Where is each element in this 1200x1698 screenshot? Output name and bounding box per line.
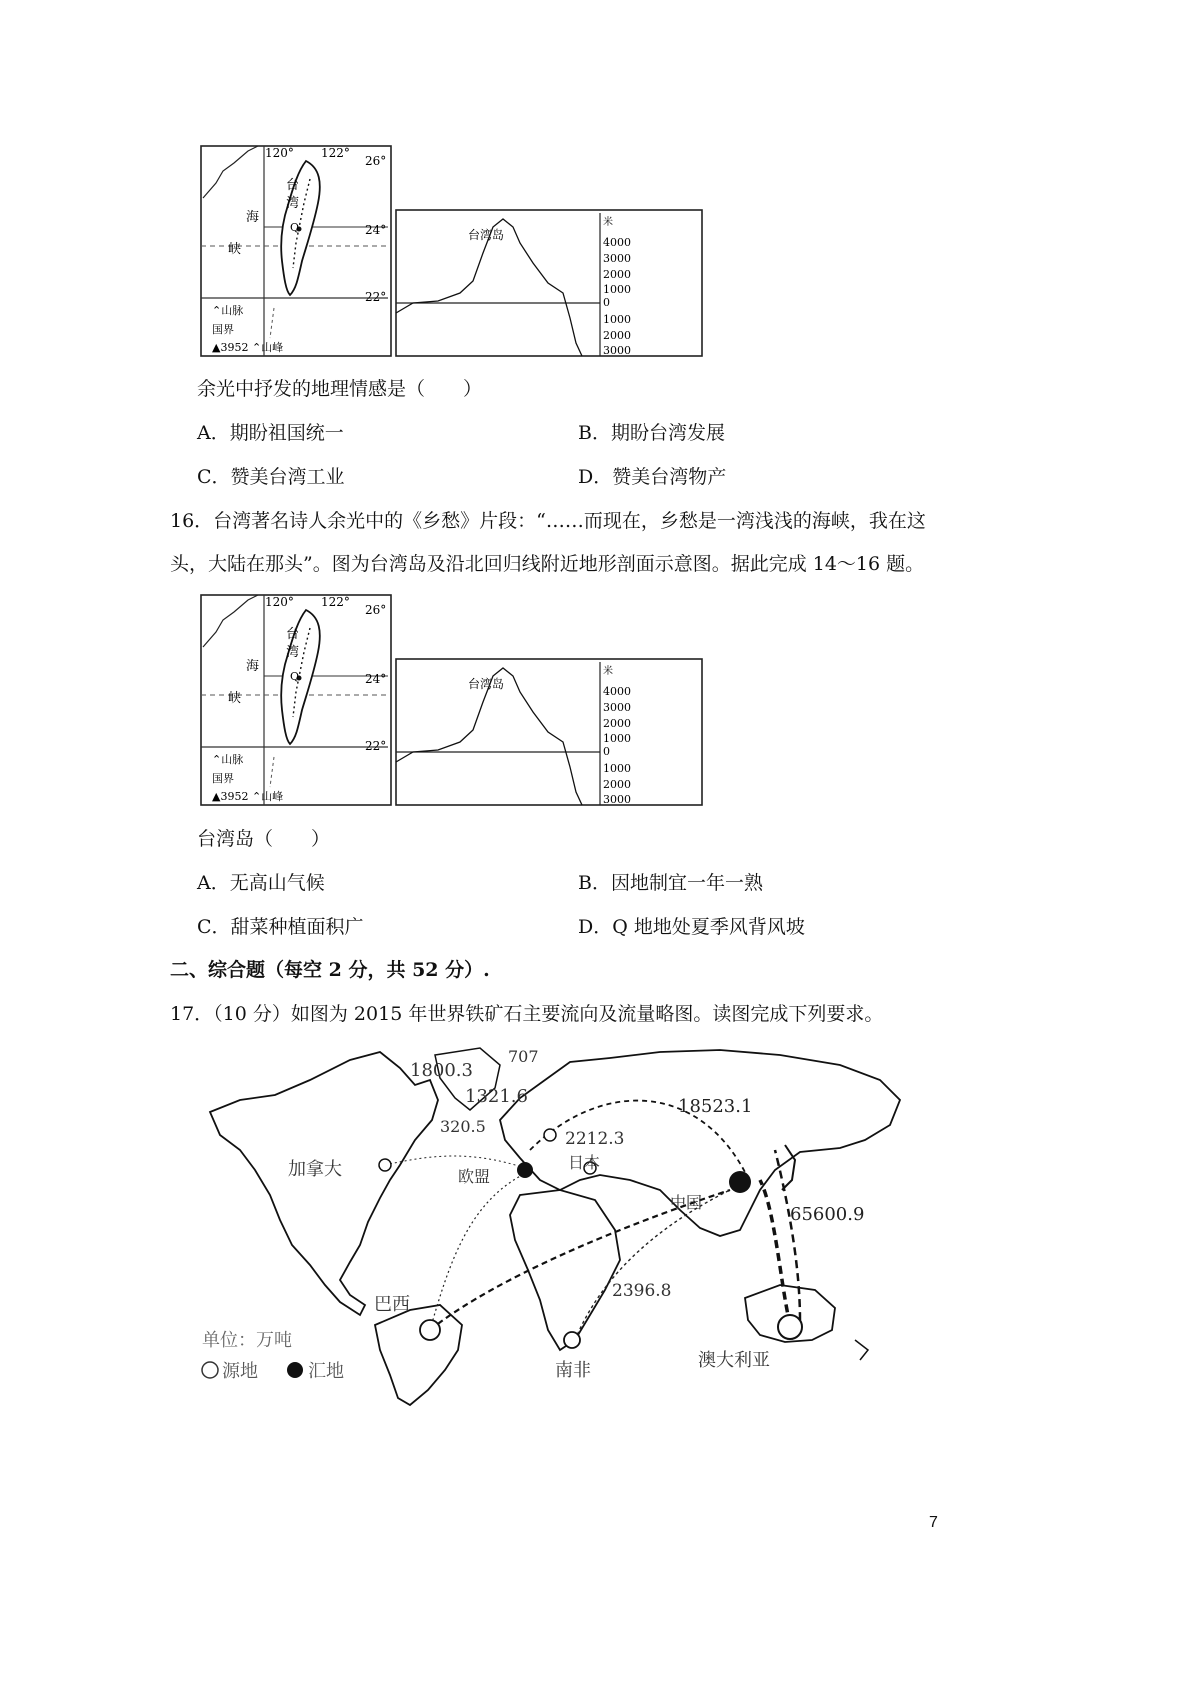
strait-char-2: 湾 <box>286 196 300 211</box>
strait-char-1: 台 <box>286 178 300 193</box>
tick-3000-2: 3000 <box>603 701 631 714</box>
tick-neg-1000-2: 1000 <box>603 762 631 775</box>
place-japan: 日本 <box>568 1153 601 1172</box>
place-southafrica: 南非 <box>555 1360 591 1381</box>
q15-option-d[interactable]: D．赞美台湾物产 <box>578 466 727 488</box>
flow-value-2212-3: 2212.3 <box>565 1129 625 1149</box>
place-australia: 澳大利亚 <box>698 1350 770 1371</box>
legend-sink-icon <box>287 1362 303 1378</box>
strait-char-1-2: 台 <box>286 627 300 642</box>
tick-0: 0 <box>603 296 610 309</box>
profile-title-2: 台湾岛 <box>468 677 505 691</box>
flow-value-320-5: 320.5 <box>440 1117 486 1136</box>
tick-2000: 2000 <box>603 268 631 281</box>
profile-unit: 米 <box>603 217 613 228</box>
iron-ore-flow-map <box>200 1040 920 1414</box>
profile-title: 台湾岛 <box>468 228 505 242</box>
flow-value-65600-9: 65600.9 <box>790 1204 865 1225</box>
legend-unit: 单位：万吨 <box>202 1330 292 1351</box>
place-china: 中国 <box>670 1193 703 1212</box>
node-brazil-source <box>420 1320 440 1340</box>
lon-122-label-2: 122° <box>321 595 350 609</box>
lat-26-label: 26° <box>365 154 387 168</box>
flow-line-canada-eu <box>385 1156 525 1168</box>
legend-border: 国界 <box>212 323 234 336</box>
strait-char-4: 峡 <box>228 242 242 257</box>
tick-neg-3000: 3000 <box>603 344 631 357</box>
tick-neg-2000-2: 2000 <box>603 778 631 791</box>
lat-22-label: 22° <box>365 290 387 304</box>
node-china-sink <box>729 1171 751 1193</box>
strait-char-4-2: 峡 <box>228 691 242 706</box>
tick-3000: 3000 <box>603 252 631 265</box>
q16-stem: 台湾岛（ ） <box>197 828 331 850</box>
section2-title: 二、综合题（每空 2 分，共 52 分）. <box>170 959 490 981</box>
lat-26-label-2: 26° <box>365 603 387 617</box>
q16-option-a[interactable]: A．无高山气候 <box>197 872 325 894</box>
lon-122-label: 122° <box>321 146 350 160</box>
new-zealand-shape <box>855 1340 868 1360</box>
strait-char-3-2: 海 <box>246 659 260 674</box>
q15-option-b[interactable]: B．期盼台湾发展 <box>578 422 725 444</box>
flow-value-1321-6: 1321.6 <box>465 1086 528 1107</box>
q16-intro-line1: 16．台湾著名诗人余光中的《乡愁》片段：“……而现在，乡愁是一湾浅浅的海峡，我在这 <box>170 510 926 532</box>
lat-24-label-2: 24° <box>365 672 387 686</box>
lon-120-label: 120° <box>265 146 294 160</box>
strait-char-2-2: 湾 <box>286 645 300 660</box>
tick-neg-1000: 1000 <box>603 313 631 326</box>
q16-intro-line2: 头，大陆在那头”。图为台湾岛及沿北回归线附近地形剖面示意图。据此完成 14～16 题。 <box>170 553 925 575</box>
legend-peak-2: ▲3952 ⌃山峰 <box>212 790 284 803</box>
legend-source-label: 源地 <box>222 1361 258 1382</box>
legend-border-2: 国界 <box>212 772 234 785</box>
node-eu-sink <box>517 1162 533 1178</box>
legend-peak: ▲3952 ⌃山峰 <box>212 341 284 354</box>
tick-4000-2: 4000 <box>603 685 631 698</box>
flow-value-18523-1: 18523.1 <box>678 1096 753 1117</box>
page-number: 7 <box>929 1514 938 1531</box>
node-europe-source <box>544 1129 556 1141</box>
lon-120-label-2: 120° <box>265 595 294 609</box>
q15-stem: 余光中抒发的地理情感是（ ） <box>197 378 483 400</box>
node-southafrica-source <box>564 1332 580 1348</box>
tick-1000-2: 1000 <box>603 732 631 745</box>
flow-value-707: 707 <box>508 1047 539 1066</box>
tick-1000: 1000 <box>603 283 631 296</box>
legend-source-icon <box>202 1362 218 1378</box>
flow-line-brazil-eu <box>430 1172 528 1330</box>
q16-option-b[interactable]: B．因地制宜一年一熟 <box>578 872 763 894</box>
tick-neg-2000: 2000 <box>603 329 631 342</box>
tick-2000-2: 2000 <box>603 717 631 730</box>
q-point-label-2: Q <box>290 670 300 683</box>
q16-option-c[interactable]: C．甜菜种植面积广 <box>197 916 364 938</box>
flow-value-1800-3: 1800.3 <box>410 1060 473 1081</box>
legend-mountain: ⌃山脉 <box>212 304 244 317</box>
africa-shape <box>510 1190 620 1350</box>
place-brazil: 巴西 <box>374 1294 410 1315</box>
tick-0-2: 0 <box>603 745 610 758</box>
q-point-label: Q <box>290 221 300 234</box>
profile-unit-2: 米 <box>603 666 613 677</box>
lat-24-label: 24° <box>365 223 387 237</box>
tick-4000: 4000 <box>603 236 631 249</box>
q15-option-c[interactable]: C．赞美台湾工业 <box>197 466 345 488</box>
node-canada-source <box>379 1159 391 1171</box>
taiwan-figure-1 <box>198 143 718 363</box>
lat-22-label-2: 22° <box>365 739 387 753</box>
q16-option-d[interactable]: D．Q 地地处夏季风背风坡 <box>578 916 805 938</box>
place-canada: 加拿大 <box>288 1159 342 1180</box>
node-australia-source <box>778 1315 802 1339</box>
strait-char-3: 海 <box>246 210 260 225</box>
legend-sink-label: 汇地 <box>308 1361 344 1382</box>
q15-option-a[interactable]: A．期盼祖国统一 <box>197 422 344 444</box>
flow-value-2396-8: 2396.8 <box>612 1281 672 1301</box>
q17-stem: 17．（10 分）如图为 2015 年世界铁矿石主要流向及流量略图。读图完成下列要求。 <box>170 1003 884 1025</box>
north-america-shape <box>210 1052 438 1315</box>
tick-neg-3000-2: 3000 <box>603 793 631 806</box>
taiwan-figure-2 <box>198 592 718 812</box>
south-america-shape <box>375 1305 462 1405</box>
legend-mountain-2: ⌃山脉 <box>212 753 244 766</box>
place-eu: 欧盟 <box>458 1167 491 1186</box>
